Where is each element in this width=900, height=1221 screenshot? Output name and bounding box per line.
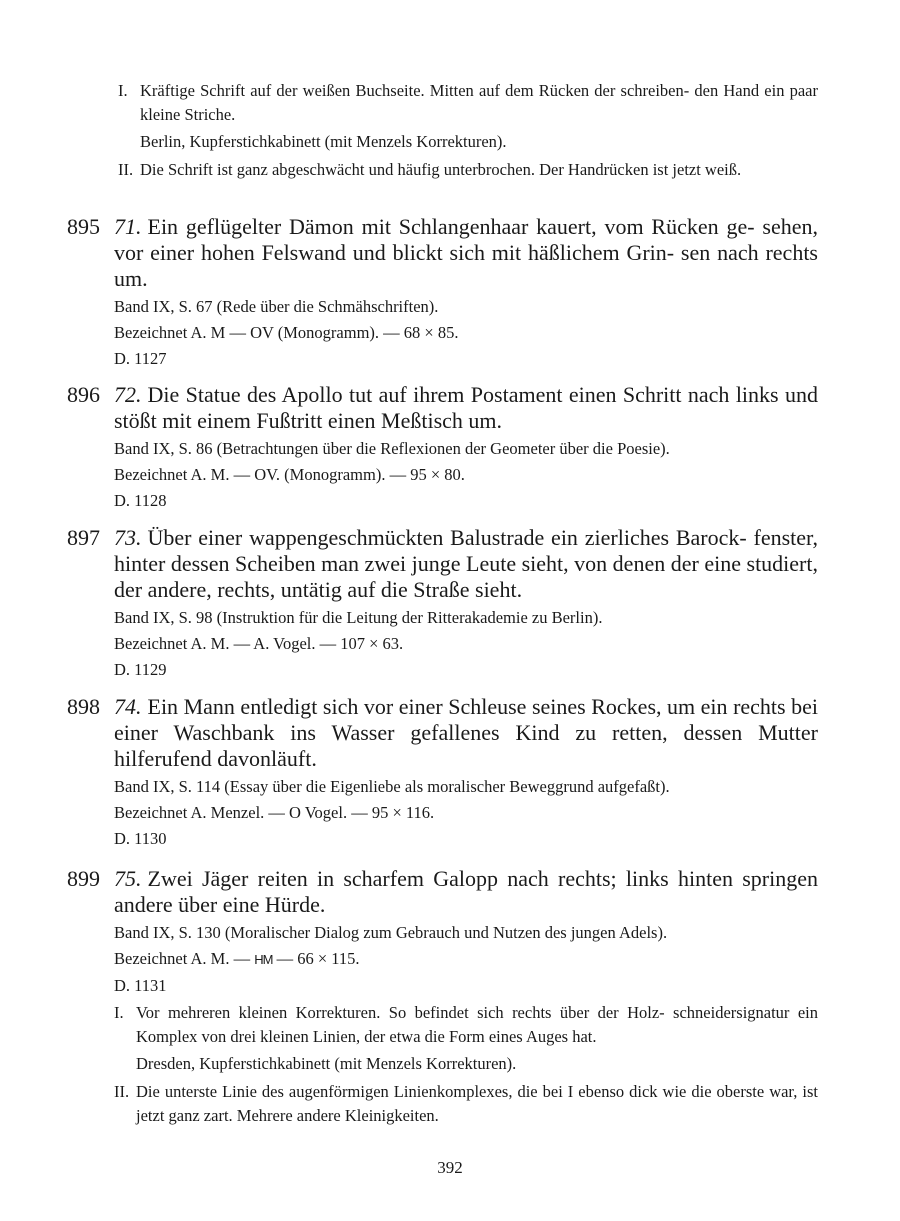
catalog-entry	[67, 866, 818, 1128]
entry-meta	[114, 436, 818, 514]
state-text: Vor mehreren kleinen Korrekturen. So befindet sich rechts über der Holz- schneidersignatur ein Komplex von drei kleinen Linien, der etwa die Form eines Auges hat.	[136, 1003, 818, 1046]
signature-suffix: — 66 × 115.	[272, 949, 360, 968]
entry-title: Zwei Jäger reiten in scharfem Galopp nach rechts; links hinten springen andere über eine Hürde.	[114, 866, 818, 917]
entry-source: Band IX, S. 67 (Rede über die Schmähschriften).	[114, 297, 439, 316]
catalog-number: 897	[67, 525, 100, 550]
state-item	[118, 79, 818, 154]
entry-heading	[67, 866, 818, 918]
state-number: I.	[118, 81, 128, 100]
catalog-number: 896	[67, 382, 100, 407]
entry-reference: D. 1129	[114, 660, 167, 679]
state-text: Die unterste Linie des augenförmigen Linienkomplexes, die bei I ebenso dick wie die oberste war, ist jetzt ganz zart. Mehrere andere Kleinigkeiten.	[136, 1082, 818, 1125]
state-location: Berlin, Kupferstichkabinett (mit Menzels Korrekturen).	[140, 132, 507, 151]
catalog-entry	[67, 214, 818, 372]
state-number: I.	[114, 1003, 124, 1022]
entry-signature: Bezeichnet A. M. — OV. (Monogramm). — 95 × 80.	[114, 465, 465, 484]
entry-index: 72.	[114, 382, 142, 407]
entry-meta	[114, 920, 818, 999]
entry-heading	[67, 694, 818, 772]
entry-title: Ein geflügelter Dämon mit Schlangenhaar kauert, vom Rücken ge- sehen, vor einer hohen Felswand und blickt sich mit häßlichem Grin- sen nach rechts um.	[114, 214, 818, 291]
entry-source: Band IX, S. 130 (Moralischer Dialog zum Gebrauch und Nutzen des jungen Adels).	[114, 923, 668, 942]
entry-reference: D. 1130	[114, 829, 167, 848]
entry-reference: D. 1131	[114, 976, 167, 995]
entry-heading	[67, 214, 818, 292]
entry-meta	[114, 774, 818, 852]
entry-title: Über einer wappengeschmückten Balustrade ein zierliches Barock- fenster, hinter dessen Scheiben man zwei junge Leute sieht, von denen der eine studiert, der andere, rechts, untätig auf die Straße sieht.	[114, 525, 818, 602]
state-item	[118, 158, 818, 182]
catalog-entry	[67, 525, 818, 683]
state-number: II.	[118, 160, 134, 179]
entry-states	[114, 1001, 818, 1128]
catalog-entry	[67, 694, 818, 852]
entry-index: 71.	[114, 214, 142, 239]
state-item	[114, 1080, 818, 1128]
catalog-number: 898	[67, 694, 100, 719]
entry-source: Band IX, S. 86 (Betrachtungen über die Reflexionen der Geometer über die Poesie).	[114, 439, 670, 458]
entry-signature: Bezeichnet A. M. — A. Vogel. — 107 × 63.	[114, 634, 404, 653]
page-number: 392	[437, 1158, 463, 1177]
entry-source: Band IX, S. 98 (Instruktion für die Leitung der Ritterakademie zu Berlin).	[114, 608, 603, 627]
catalog-number: 899	[67, 866, 100, 891]
entry-heading	[67, 525, 818, 603]
signature-prefix: Bezeichnet A. M. —	[114, 949, 255, 968]
entry-index: 75.	[114, 866, 142, 891]
entry-title: Ein Mann entledigt sich vor einer Schleuse seines Rockes, um ein rechts bei einer Waschbank ins Wasser gefallenes Kind zu retten, dessen Mutter hilferufend davonläuft.	[114, 694, 818, 771]
entry-signature: Bezeichnet A. M — OV (Monogramm). — 68 × 85.	[114, 323, 459, 342]
entry-source: Band IX, S. 114 (Essay über die Eigenliebe als moralischer Beweggrund aufgefaßt).	[114, 777, 670, 796]
state-text: Die Schrift ist ganz abgeschwächt und häufig unterbrochen. Der Handrücken ist jetzt weiß.	[140, 160, 742, 179]
intro-states	[118, 79, 818, 182]
entry-title: Die Statue des Apollo tut auf ihrem Postament einen Schritt nach links und stößt mit einem Fußtritt einen Meßtisch um.	[114, 382, 818, 433]
entry-signature	[114, 946, 818, 973]
entry-reference: D. 1127	[114, 349, 167, 368]
state-number: II.	[114, 1082, 130, 1101]
entry-signature: Bezeichnet A. Menzel. — O Vogel. — 95 × 116.	[114, 803, 435, 822]
entry-heading	[67, 382, 818, 434]
entry-meta	[114, 605, 818, 683]
catalog-entry	[67, 382, 818, 514]
state-location: Dresden, Kupferstichkabinett (mit Menzels Korrekturen).	[136, 1054, 517, 1073]
entry-index: 74.	[114, 694, 142, 719]
catalog-number: 895	[67, 214, 100, 239]
entry-reference: D. 1128	[114, 491, 167, 510]
entry-meta	[114, 294, 818, 372]
state-item	[114, 1001, 818, 1076]
entry-index: 73.	[114, 525, 142, 550]
state-text: Kräftige Schrift auf der weißen Buchseite. Mitten auf dem Rücken der schreiben- den Hand ein paar kleine Striche.	[140, 81, 818, 124]
monogram-mark: HM	[254, 952, 273, 967]
